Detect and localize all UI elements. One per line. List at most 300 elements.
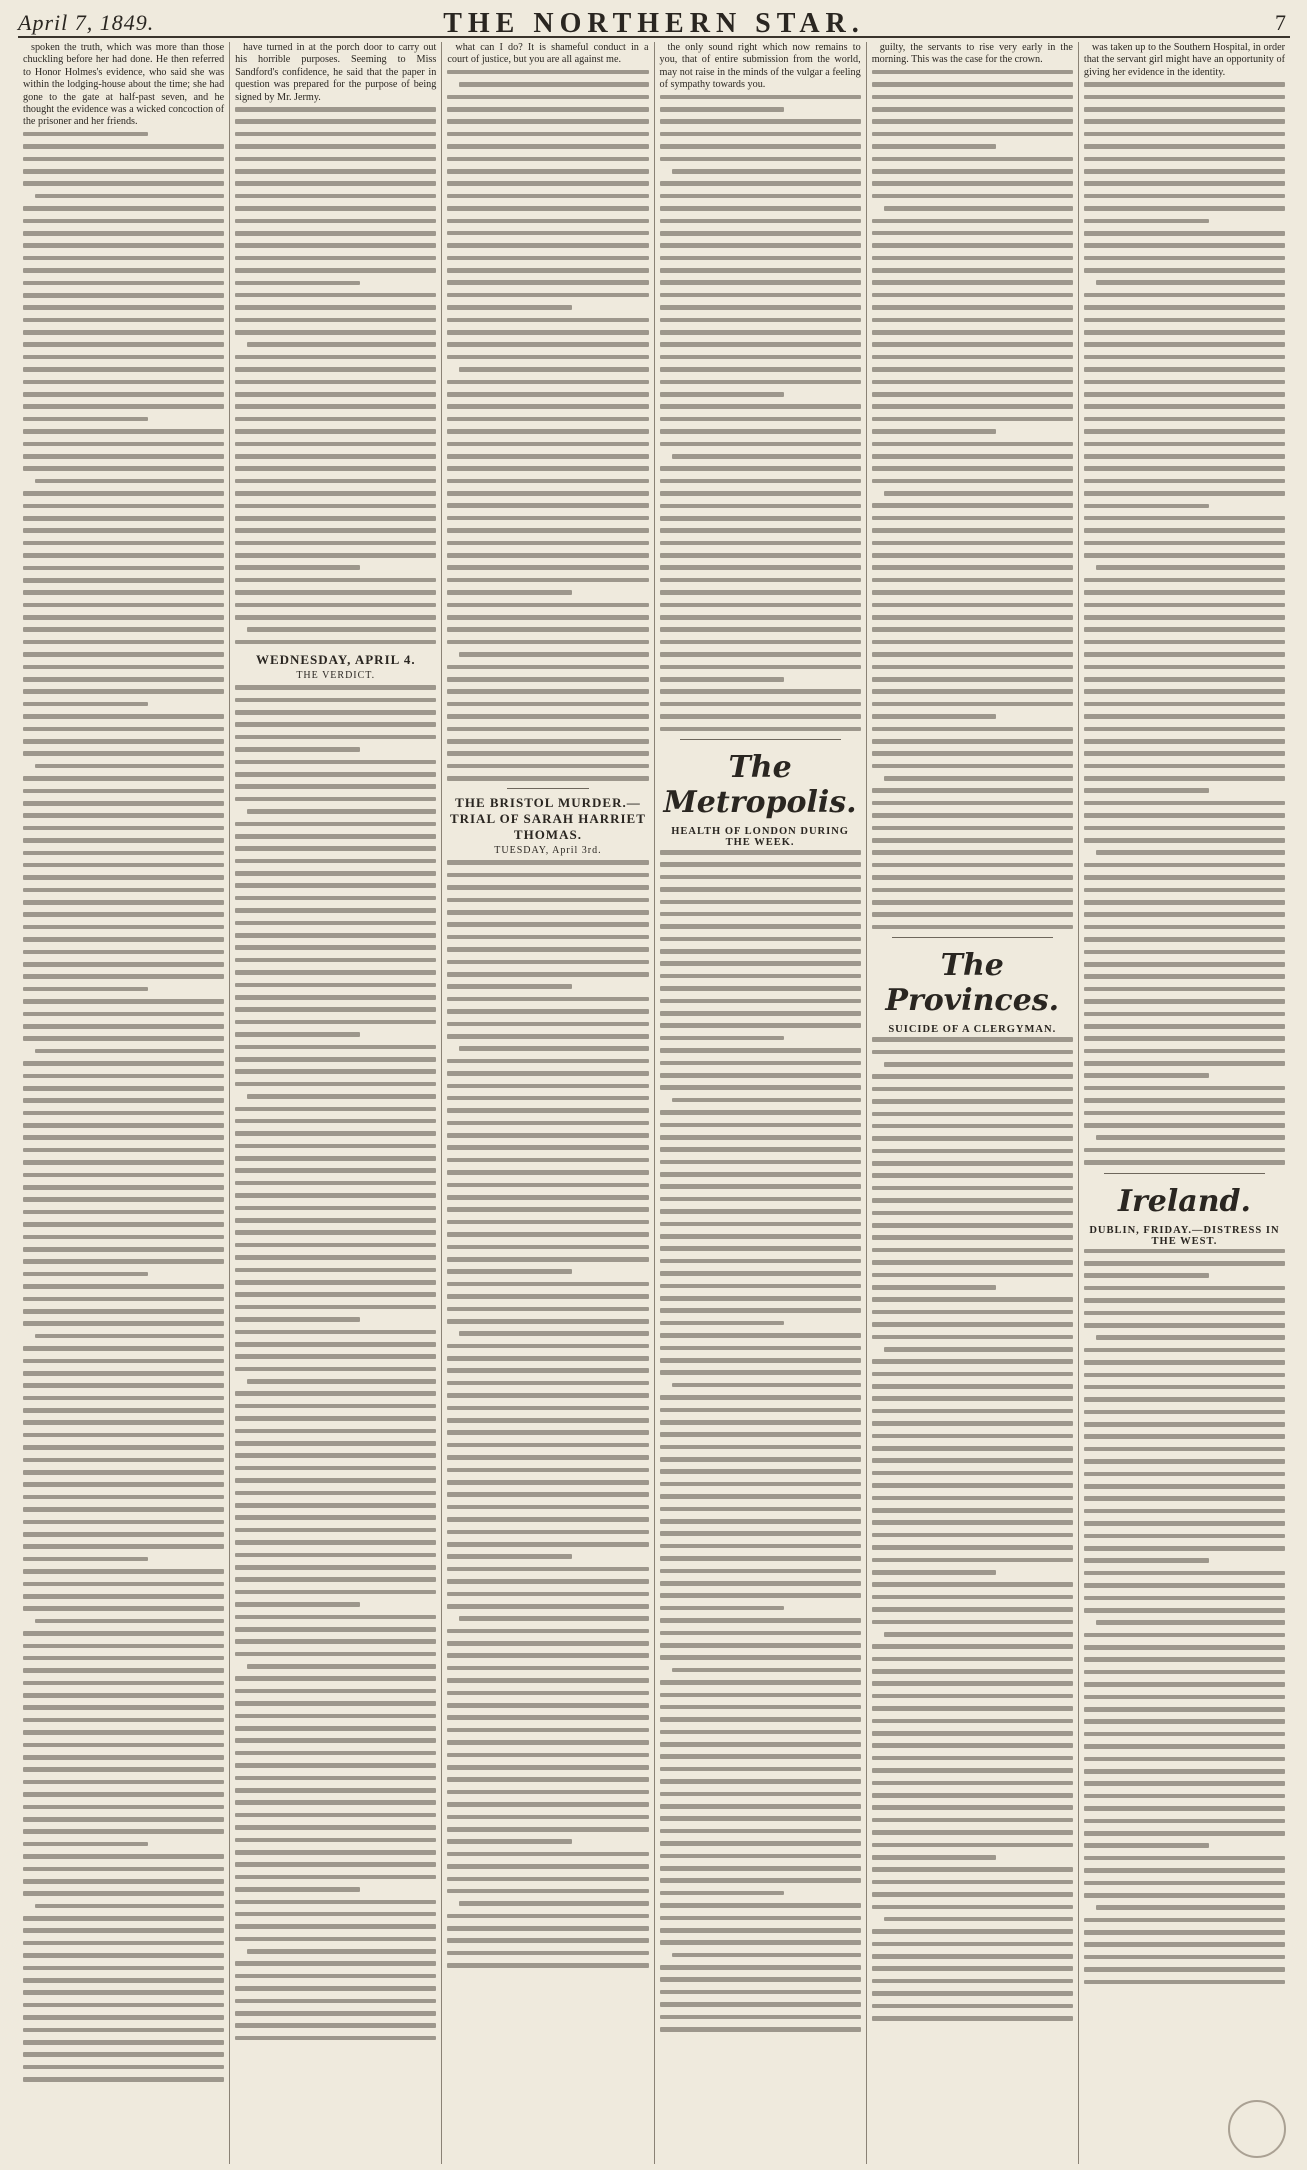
text-line: [872, 1694, 1073, 1699]
text-line: [447, 947, 648, 952]
text-line: [872, 1942, 1073, 1947]
text-line: [872, 417, 1073, 422]
text-line: [235, 1726, 436, 1731]
text-line: [872, 1620, 1073, 1625]
text-line: [872, 1186, 1073, 1191]
text-line: [872, 479, 1073, 484]
text-line: [23, 553, 224, 558]
text-line: [1096, 1335, 1285, 1340]
text-line: [235, 504, 436, 509]
text-line: [235, 1429, 436, 1434]
text-line: [447, 206, 648, 211]
text-line: [660, 974, 861, 979]
text-line: [235, 1466, 436, 1471]
text-line: [235, 305, 436, 310]
column-5-divider: [892, 937, 1053, 938]
column-6-body-text-a: [1084, 82, 1285, 1165]
newspaper-page: [18, 6, 1290, 2164]
text-line: [23, 1173, 224, 1178]
text-line: [35, 194, 224, 199]
text-line: [660, 999, 861, 1004]
text-line: [235, 231, 436, 236]
text-line: [884, 1062, 1073, 1067]
text-line: [235, 157, 436, 162]
column-1-lead-text: spoken the truth, which was more than those chuckling before her had done. He then referred to Honor Holmes's evidence, who said she was within the lodging-house about the time; she had gone to the gate at half-past seven, and he thought the evidence was a wicked concoction of the prisoner and her friends.: [23, 42, 225, 128]
text-line: [235, 169, 436, 174]
text-line: [447, 1604, 648, 1609]
text-line: [447, 1022, 648, 1027]
text-line: [872, 1681, 1073, 1686]
text-line: [35, 1049, 224, 1054]
text-line: [447, 1790, 648, 1795]
text-line: [1084, 1856, 1285, 1861]
text-line: [235, 219, 436, 224]
text-line: [447, 984, 572, 989]
text-line: [1084, 392, 1285, 397]
text-line: [447, 1963, 648, 1968]
text-line: [1084, 442, 1285, 447]
text-line: [23, 1780, 224, 1785]
text-line: [447, 1926, 648, 1931]
text-line: [1084, 454, 1285, 459]
text-line: [235, 1416, 436, 1421]
text-line: [660, 961, 861, 966]
text-line: [872, 1112, 1073, 1117]
text-line: [660, 1705, 861, 1710]
text-line: [1084, 1261, 1285, 1266]
text-line: [23, 1507, 224, 1512]
text-line: [660, 206, 861, 211]
column-2-body-text-a: [235, 107, 436, 644]
text-line: [23, 1928, 224, 1933]
text-line: [660, 1321, 785, 1326]
text-line: [447, 1554, 572, 1559]
text-line: [660, 1445, 861, 1450]
text-line: [235, 1119, 436, 1124]
text-line: [660, 1110, 861, 1115]
text-line: [660, 243, 861, 248]
text-line: [447, 739, 648, 744]
text-line: [23, 1829, 224, 1834]
text-line: [872, 1607, 1073, 1612]
column-4-body-text-b: [660, 850, 861, 2032]
text-line: [235, 1652, 436, 1657]
text-line: [660, 1655, 861, 1660]
text-line: [1084, 553, 1285, 558]
text-line: [660, 603, 861, 608]
text-line: [660, 1928, 861, 1933]
text-line: [23, 2003, 224, 2008]
text-line: [1084, 1323, 1285, 1328]
text-line: [660, 2002, 861, 2007]
text-line: [660, 1482, 861, 1487]
text-line: [235, 268, 436, 273]
text-line: [447, 1678, 648, 1683]
text-line: [1084, 1397, 1285, 1402]
text-line: [447, 256, 648, 261]
text-line: [447, 1393, 648, 1398]
text-line: [23, 987, 148, 992]
text-line: [660, 652, 861, 657]
text-line: [660, 1916, 861, 1921]
text-line: [884, 491, 1073, 496]
text-line: [23, 1185, 224, 1190]
text-line: [872, 528, 1073, 533]
text-line: [447, 922, 648, 927]
text-line: [660, 640, 861, 645]
text-line: [459, 1901, 648, 1906]
text-line: [660, 615, 861, 620]
text-line: [235, 698, 436, 703]
text-line: [660, 1903, 861, 1908]
text-line: [660, 850, 861, 855]
text-line: [235, 1330, 436, 1335]
text-line: [660, 466, 861, 471]
text-line: [1084, 987, 1285, 992]
text-line: [1084, 528, 1285, 533]
text-line: [1084, 491, 1285, 496]
text-line: [872, 157, 1073, 162]
text-line: [247, 627, 436, 632]
text-line: [872, 2016, 1073, 2021]
text-line: [872, 627, 1073, 632]
text-line: [35, 1904, 224, 1909]
column-5: [867, 42, 1079, 2164]
column-1: [18, 42, 230, 2164]
text-line: [447, 305, 572, 310]
text-line: [23, 1111, 224, 1116]
text-line: [23, 2028, 224, 2033]
text-line: [23, 169, 224, 174]
column-6-lead-text: was taken up to the Southern Hospital, in order that the servant girl might have an opportunity of giving her evidence in the identity.: [1083, 42, 1286, 78]
text-line: [23, 1606, 224, 1611]
text-line: [872, 1322, 1073, 1327]
text-line: [447, 1232, 648, 1237]
text-line: [1084, 1385, 1285, 1390]
text-line: [1084, 119, 1285, 124]
text-line: [1084, 1571, 1285, 1576]
text-line: [23, 1086, 224, 1091]
text-line: [872, 1149, 1073, 1154]
text-line: [872, 1843, 1073, 1848]
text-line: [872, 1372, 1073, 1377]
text-line: [235, 822, 436, 827]
text-line: [1084, 1012, 1285, 1017]
text-line: [235, 404, 436, 409]
column-4-lead-text: the only sound right which now remains to you, that of entire submission from the world, may not raise in the minds of the vulgar a feeling of sympathy towards you.: [659, 42, 861, 91]
text-line: [235, 1577, 436, 1582]
text-line: [235, 206, 436, 211]
text-line: [235, 797, 436, 802]
text-line: [235, 1156, 436, 1161]
text-line: [660, 1011, 861, 1016]
text-line: [23, 937, 224, 942]
text-line: [872, 1719, 1073, 1724]
text-line: [235, 1937, 436, 1942]
text-line: [235, 1391, 436, 1396]
text-line: [660, 528, 861, 533]
text-line: [447, 107, 648, 112]
text-line: [872, 1421, 1073, 1426]
text-line: [447, 1753, 648, 1758]
text-line: [660, 1618, 861, 1623]
text-line: [23, 231, 224, 236]
text-line: [872, 665, 1073, 670]
text-line: [1084, 1881, 1285, 1886]
text-line: [23, 1867, 224, 1872]
text-line: [447, 1951, 648, 1956]
text-line: [447, 1158, 648, 1163]
text-line: [235, 722, 436, 727]
text-line: [660, 1147, 861, 1152]
text-line: [235, 1193, 436, 1198]
text-line: [23, 1755, 224, 1760]
text-line: [235, 1404, 436, 1409]
text-line: [1084, 900, 1285, 905]
text-line: [872, 1644, 1073, 1649]
text-line: [447, 1641, 648, 1646]
text-line: [872, 454, 1073, 459]
text-line: [1084, 1348, 1285, 1353]
text-line: [660, 293, 861, 298]
text-line: [1084, 925, 1285, 930]
text-line: [23, 1148, 224, 1153]
text-line: [235, 710, 436, 715]
text-line: [23, 1544, 224, 1549]
text-line: [872, 1520, 1073, 1525]
text-line: [660, 442, 861, 447]
text-line: [447, 219, 648, 224]
text-line: [447, 1059, 648, 1064]
text-line: [1084, 962, 1285, 967]
text-line: [1084, 1657, 1285, 1662]
text-line: [235, 590, 436, 595]
text-line: [660, 1160, 861, 1165]
text-line: [447, 1307, 648, 1312]
text-line: [660, 429, 861, 434]
text-line: [235, 1714, 436, 1719]
column-6: [1079, 42, 1290, 2164]
text-line: [1084, 404, 1285, 409]
text-line: [23, 2052, 224, 2057]
text-line: [1084, 912, 1285, 917]
text-line: [1084, 1360, 1285, 1365]
text-line: [1084, 181, 1285, 186]
text-line: [235, 1045, 436, 1050]
text-line: [23, 1445, 224, 1450]
text-line: [235, 553, 436, 558]
text-line: [235, 640, 436, 645]
column-3-lead-text: what can I do? It is shameful conduct in a court of justice, but you are all against me.: [447, 42, 649, 66]
text-line: [1084, 813, 1285, 818]
column-5-lead-text: guilty, the servants to rise very early in the morning. This was the case for the crown.: [871, 42, 1073, 66]
text-line: [872, 1074, 1073, 1079]
text-line: [872, 565, 1073, 570]
text-line: [23, 206, 224, 211]
text-line: [884, 1347, 1073, 1352]
text-line: [447, 1195, 648, 1200]
text-line: [1084, 1893, 1285, 1898]
text-line: [660, 1792, 861, 1797]
text-line: [660, 875, 861, 880]
text-line: [23, 491, 224, 496]
text-line: [23, 417, 148, 422]
text-line: [872, 689, 1073, 694]
text-line: [235, 883, 436, 888]
text-line: [447, 355, 648, 360]
text-line: [872, 1434, 1073, 1439]
text-line: [23, 1074, 224, 1079]
text-line: [872, 392, 1073, 397]
text-line: [1084, 727, 1285, 732]
text-line: [1084, 256, 1285, 261]
text-line: [660, 1172, 861, 1177]
text-line: [447, 898, 648, 903]
text-line: [23, 293, 224, 298]
text-line: [235, 1441, 436, 1446]
text-line: [23, 1235, 224, 1240]
text-line: [660, 1977, 861, 1982]
text-line: [23, 1420, 224, 1425]
text-line: [1084, 677, 1285, 682]
text-line: [660, 1209, 861, 1214]
text-line: [1084, 1160, 1285, 1165]
text-line: [1084, 243, 1285, 248]
text-line: [660, 1643, 861, 1648]
text-line: [23, 826, 224, 831]
text-line: [447, 1121, 648, 1126]
text-line: [23, 392, 224, 397]
text-line: [235, 107, 436, 112]
text-line: [447, 95, 648, 100]
text-line: [872, 875, 1073, 880]
text-line: [672, 169, 861, 174]
text-line: [447, 1592, 648, 1597]
text-line: [235, 330, 436, 335]
text-line: [872, 1173, 1073, 1178]
text-line: [672, 454, 861, 459]
text-line: [247, 1379, 436, 1384]
text-line: [1084, 1781, 1285, 1786]
text-line: [1084, 1123, 1285, 1128]
text-line: [1084, 541, 1285, 546]
text-line: [1084, 132, 1285, 137]
text-line: [23, 1891, 224, 1896]
text-line: [247, 342, 436, 347]
text-line: [447, 565, 648, 570]
text-line: [660, 689, 861, 694]
text-line: [23, 789, 224, 794]
text-line: [1084, 1373, 1285, 1378]
text-line: [447, 503, 648, 508]
text-line: [1096, 280, 1285, 285]
text-line: [23, 1520, 224, 1525]
text-line: [1084, 838, 1285, 843]
text-line: [459, 1616, 648, 1621]
text-line: [660, 949, 861, 954]
text-line: [660, 1606, 785, 1611]
text-line: [660, 887, 861, 892]
text-line: [1084, 194, 1285, 199]
text-line: [872, 1161, 1073, 1166]
text-line: [872, 714, 997, 719]
text-line: [660, 1408, 861, 1413]
text-line: [660, 1370, 861, 1375]
text-line: [872, 1471, 1073, 1476]
text-line: [23, 1916, 224, 1921]
text-line: [660, 1284, 861, 1289]
text-line: [872, 355, 1073, 360]
text-line: [872, 1223, 1073, 1228]
text-line: [1084, 1111, 1285, 1116]
text-line: [235, 1751, 436, 1756]
text-line: [660, 1767, 861, 1772]
text-line: [235, 1292, 436, 1297]
text-line: [1084, 1769, 1285, 1774]
text-line: [235, 1342, 436, 1347]
text-line: [872, 1496, 1073, 1501]
text-line: [872, 603, 1073, 608]
text-line: [235, 1602, 360, 1607]
text-line: [23, 1284, 224, 1289]
text-line: [660, 181, 861, 186]
text-line: [1084, 1707, 1285, 1712]
text-line: [1084, 1744, 1285, 1749]
text-line: [235, 1305, 436, 1310]
text-line: [1084, 1286, 1285, 1291]
text-line: [447, 404, 648, 409]
text-line: [1084, 107, 1285, 112]
text-line: [1084, 1930, 1285, 1935]
text-line: [23, 677, 224, 682]
text-line: [660, 590, 861, 595]
text-line: [235, 1850, 436, 1855]
text-line: [23, 1569, 224, 1574]
text-line: [672, 1098, 861, 1103]
text-line: [447, 1257, 648, 1262]
text-line: [1096, 565, 1285, 570]
newspaper-title: THE NORTHERN STAR.: [443, 8, 865, 39]
text-line: [660, 677, 785, 682]
text-line: [23, 739, 224, 744]
text-line: [35, 479, 224, 484]
text-line: [447, 677, 648, 682]
text-line: [660, 417, 861, 422]
columns: [18, 42, 1290, 2164]
text-line: [447, 516, 648, 521]
text-line: [1084, 1732, 1285, 1737]
text-line: [447, 1877, 648, 1882]
text-line: [1084, 1843, 1209, 1848]
text-line: [235, 871, 436, 876]
text-line: [447, 1567, 648, 1572]
text-line: [23, 801, 224, 806]
text-line: [235, 442, 436, 447]
text-line: [23, 2040, 224, 2045]
column-5-heading: SUICIDE OF A CLERGYMAN.: [888, 1024, 1057, 1036]
text-line: [1084, 702, 1285, 707]
text-line: [672, 1383, 861, 1388]
text-line: [660, 1891, 785, 1896]
text-line: [1084, 504, 1209, 509]
text-line: [660, 1841, 861, 1846]
text-line: [447, 1071, 648, 1076]
text-line: [447, 578, 648, 583]
text-line: [884, 206, 1073, 211]
text-line: [23, 219, 224, 224]
text-line: [872, 429, 997, 434]
text-line: [447, 466, 648, 471]
